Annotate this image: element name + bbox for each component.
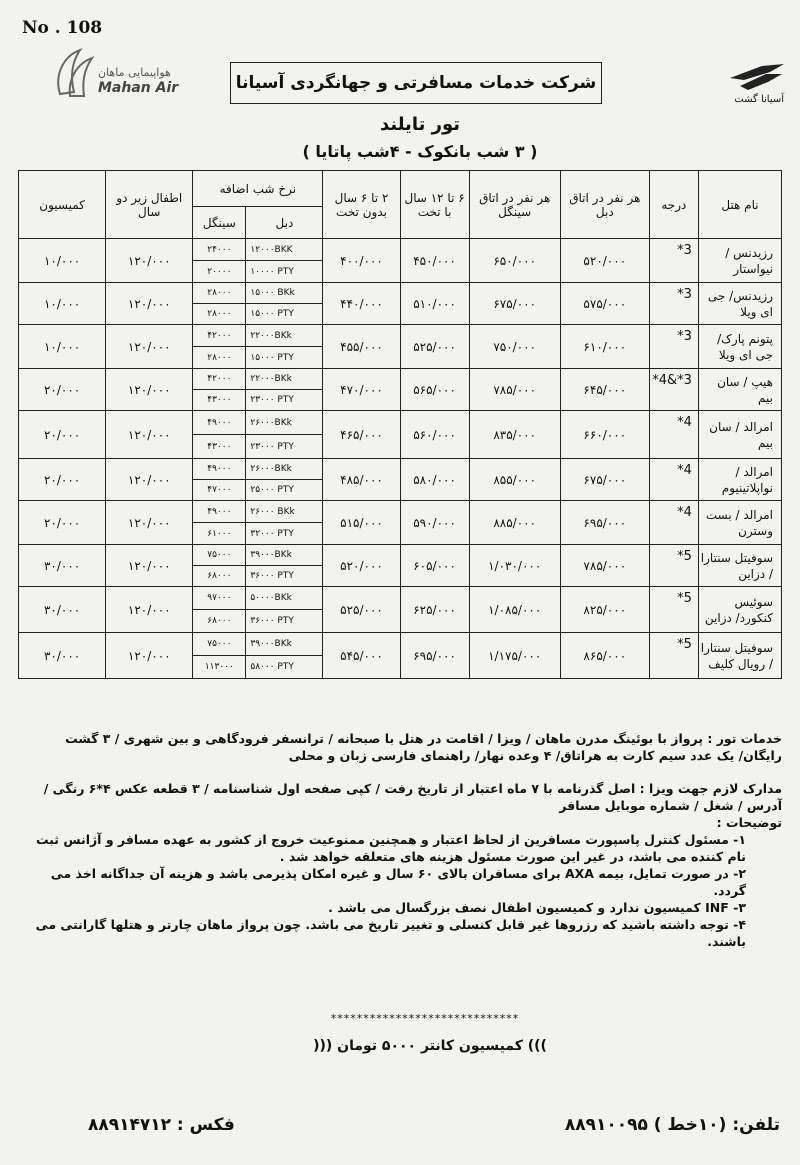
hotel-name: امرالد / بست وسترن [698,501,781,545]
asiana-logo-caption: آسیانا گشت [734,94,784,105]
price-double: ۵۲۰/۰۰۰ [560,239,649,283]
header-age-2-6: ۲ تا ۶ سال بدون تخت [323,171,400,239]
header-extra-double: دبل [246,207,323,239]
header-hotel-name: نام هتل [698,171,781,239]
table-row [19,545,782,566]
mahan-air-logo [50,44,190,104]
header-single: هر نفر در اتاق سینگل [469,171,560,239]
price-child-2-6: ۵۱۵/۰۰۰ [323,501,400,545]
extra-night-double-bkk: ۲۲۰۰۰BKk [246,325,323,347]
price-infant: ۱۲۰/۰۰۰ [106,283,193,325]
commission: ۱۰/۰۰۰ [19,325,106,369]
price-child-6-12: ۵۸۰/۰۰۰ [400,459,469,501]
price-infant: ۱۲۰/۰۰۰ [106,633,193,679]
hotel-degree: 5* [649,545,698,587]
price-double: ۶۹۵/۰۰۰ [560,501,649,545]
header-extra-single: سینگل [193,207,246,239]
commission: ۲۰/۰۰۰ [19,411,106,459]
price-child-6-12: ۵۹۰/۰۰۰ [400,501,469,545]
commission: ۱۰/۰۰۰ [19,283,106,325]
header-extra-night: نرخ شب اضافه [193,171,323,207]
table-row [19,283,782,304]
notes-list [20,831,782,950]
price-child-2-6: ۴۴۰/۰۰۰ [323,283,400,325]
extra-night-double-bkk: ۱۵۰۰۰ BKk [246,283,323,304]
tour-services: خدمات تور : پرواز با بوئینگ مدرن ماهان / ویزا / اقامت در هتل با صبحانه / ترانسفر فرودگاهی و بین شهری / ۳ گشت رایگان/ یک عدد سیم کارت به هراتاق/ ۴ وعده نهار/ راهنمای فارسی زبان و محلی [65,731,782,763]
extra-night-single-bkk: ۴۲۰۰۰ [193,369,246,390]
extra-night-double-bkk: ۳۹۰۰۰BKk [246,545,323,566]
extra-night-double-pty: ۲۳۰۰۰ PTY [246,435,323,459]
header-degree: درجه [649,171,698,239]
price-double: ۸۶۵/۰۰۰ [560,633,649,679]
hotel-name: پتونم پارک/ جی ای ویلا [698,325,781,369]
extra-night-single-pty: ۲۰۰۰۰ [193,261,246,283]
price-child-2-6: ۵۲۵/۰۰۰ [323,587,400,633]
price-single: ۱/۱۷۵/۰۰۰ [469,633,560,679]
price-double: ۶۴۵/۰۰۰ [560,369,649,411]
price-child-6-12: ۵۶۵/۰۰۰ [400,369,469,411]
extra-night-double-pty: ۲۳۰۰۰ PTY [246,390,323,411]
price-double: ۸۲۵/۰۰۰ [560,587,649,633]
price-infant: ۱۲۰/۰۰۰ [106,239,193,283]
table-row [19,239,782,261]
extra-night-single-bkk: ۴۲۰۰۰ [193,325,246,347]
price-single: ۱/۰۳۰/۰۰۰ [469,545,560,587]
table-row [19,459,782,480]
price-infant: ۱۲۰/۰۰۰ [106,587,193,633]
note-item: ۴- توجه داشته باشید که رزروها غیر قابل کنسلی و تغییر تاریخ می باشد. چون پرواز ماهان چارتر و هتلها گارانتی می باشند. [35,917,746,949]
extra-night-single-pty: ۴۳۰۰۰ [193,390,246,411]
commission: ۳۰/۰۰۰ [19,545,106,587]
extra-night-double-bkk: ۲۶۰۰۰BKk [246,411,323,435]
hotel-degree: 3* [649,283,698,325]
extra-night-single-pty: ۴۷۰۰۰ [193,480,246,501]
table-row [19,411,782,435]
extra-night-single-bkk: ۹۷۰۰۰ [193,587,246,610]
extra-night-single-pty: ۴۳۰۰۰ [193,435,246,459]
hotel-degree: 3*&4* [649,369,698,411]
price-child-2-6: ۵۲۰/۰۰۰ [323,545,400,587]
hotel-name: سوئیس کنکورد/ دزاین [698,587,781,633]
note-item: ۱- مسئول کنترل پاسپورت مسافرین از لحاظ اعتبار و همچنین ممنوعیت خروج از کشور به عهده مسافر و آژانس ثبت نام کننده می باشد، در غیر این صورت مسئول هزینه های متعلقه خواهد شد . [35,832,746,864]
asiana-logo [722,60,792,110]
mahan-logo-fa: هواپیمایی ماهان [98,66,171,79]
hotel-name: سوفیتل سنتارا / دزاین [698,545,781,587]
note-item: ۳- INF کمیسیون ندارد و کمیسیون اطفال نصف بزرگسال می باشد . [328,900,746,915]
extra-night-double-bkk: ۲۶۰۰۰BKk [246,459,323,480]
extra-night-double-pty: ۱۰۰۰۰ PTY [246,261,323,283]
hotel-degree: 5* [649,587,698,633]
price-child-2-6: ۴۵۵/۰۰۰ [323,325,400,369]
price-single: ۶۵۰/۰۰۰ [469,239,560,283]
header-age-6-12: ۶ تا ۱۲ سال با تخت [400,171,469,239]
extra-night-single-bkk: ۷۵۰۰۰ [193,545,246,566]
table-row [19,633,782,656]
price-child-6-12: ۶۰۵/۰۰۰ [400,545,469,587]
extra-night-single-bkk: ۷۵۰۰۰ [193,633,246,656]
price-single: ۶۷۵/۰۰۰ [469,283,560,325]
commission: ۲۰/۰۰۰ [19,501,106,545]
price-single: ۸۳۵/۰۰۰ [469,411,560,459]
price-child-2-6: ۴۶۵/۰۰۰ [323,411,400,459]
table-row [19,587,782,610]
price-infant: ۱۲۰/۰۰۰ [106,411,193,459]
price-single: ۸۵۵/۰۰۰ [469,459,560,501]
commission: ۳۰/۰۰۰ [19,587,106,633]
extra-night-double-pty: ۳۶۰۰۰ PTY [246,566,323,587]
extra-night-single-pty: ۶۸۰۰۰ [193,610,246,633]
price-child-6-12: ۶۹۵/۰۰۰ [400,633,469,679]
tour-subtitle: ( ۳ شب بانکوک - ۴شب پاتایا ) [302,142,538,161]
price-single: ۷۸۵/۰۰۰ [469,369,560,411]
price-double: ۶۱۰/۰۰۰ [560,325,649,369]
price-child-6-12: ۵۶۰/۰۰۰ [400,411,469,459]
extra-night-double-bkk: ۲۶۰۰۰ BKk [246,501,323,523]
price-table [18,170,782,679]
extra-night-single-bkk: ۲۸۰۰۰ [193,283,246,304]
extra-night-single-bkk: ۴۹۰۰۰ [193,501,246,523]
counter-commission: ))) کمیسیون کانتر ۵۰۰۰ تومان ((( [313,1038,547,1054]
header-double: هر نفر در اتاق دبل [560,171,649,239]
price-double: ۶۷۵/۰۰۰ [560,459,649,501]
stars-divider: ***************************** [330,1012,520,1025]
price-infant: ۱۲۰/۰۰۰ [106,501,193,545]
header-infant: اطفال زیر دو سال [106,171,193,239]
hotel-degree: 4* [649,459,698,501]
extra-night-double-pty: ۳۶۰۰۰ PTY [246,610,323,633]
extra-night-single-bkk: ۴۹۰۰۰ [193,411,246,435]
extra-night-double-pty: ۳۲۰۰۰ PTY [246,523,323,545]
fax-number: فکس : ۸۸۹۱۴۷۱۲ [88,1115,235,1135]
extra-night-double-pty: ۵۸۰۰۰ PTY [246,656,323,679]
hotel-name: سوفیتل سنتارا / رویال کلیف [698,633,781,679]
extra-night-double-bkk: ۱۲۰۰۰BKK [246,239,323,261]
extra-night-single-pty: ۶۸۰۰۰ [193,566,246,587]
mahan-air-emblem-icon [50,44,98,100]
hotel-degree: 5* [649,633,698,679]
price-infant: ۱۲۰/۰۰۰ [106,325,193,369]
table-row [19,325,782,347]
hotel-name: رزیدنس / نیواستار [698,239,781,283]
header-commission: کمیسیون [19,171,106,239]
extra-night-double-bkk: ۳۹۰۰۰BKk [246,633,323,656]
mahan-logo-en: Mahan Air [98,80,179,96]
extra-night-single-pty: ۶۱۰۰۰ [193,523,246,545]
extra-night-double-bkk: ۵۰۰۰۰BKk [246,587,323,610]
commission: ۲۰/۰۰۰ [19,459,106,501]
price-child-6-12: ۵۱۰/۰۰۰ [400,283,469,325]
price-double: ۶۶۰/۰۰۰ [560,411,649,459]
price-double: ۷۸۵/۰۰۰ [560,545,649,587]
hotel-name: هیپ / سان بیم [698,369,781,411]
hotel-degree: 3* [649,239,698,283]
tour-title: تور تایلند [379,114,461,135]
commission: ۲۰/۰۰۰ [19,369,106,411]
commission: ۱۰/۰۰۰ [19,239,106,283]
extra-night-double-pty: ۱۵۰۰۰ PTY [246,347,323,369]
price-infant: ۱۲۰/۰۰۰ [106,459,193,501]
extra-night-single-pty: ۱۱۳۰۰۰ [193,656,246,679]
hotel-degree: 4* [649,501,698,545]
document-number: No . 108 [22,18,103,38]
commission: ۳۰/۰۰۰ [19,633,106,679]
extra-night-single-bkk: ۲۴۰۰۰ [193,239,246,261]
table-row [19,369,782,390]
price-child-6-12: ۵۲۵/۰۰۰ [400,325,469,369]
price-child-2-6: ۴۷۰/۰۰۰ [323,369,400,411]
price-single: ۷۵۰/۰۰۰ [469,325,560,369]
hotel-name: رزیدنس/ جی ای ویلا [698,283,781,325]
price-child-6-12: ۴۵۰/۰۰۰ [400,239,469,283]
price-child-6-12: ۶۲۵/۰۰۰ [400,587,469,633]
extra-night-double-bkk: ۲۲۰۰۰BKk [246,369,323,390]
extra-night-double-pty: ۱۵۰۰۰ PTY [246,304,323,325]
price-child-2-6: ۴۸۵/۰۰۰ [323,459,400,501]
extra-night-single-pty: ۲۸۰۰۰ [193,347,246,369]
price-single: ۸۸۵/۰۰۰ [469,501,560,545]
price-child-2-6: ۴۰۰/۰۰۰ [323,239,400,283]
company-title: شرکت خدمات مسافرتی و جهانگردی آسیانا [230,62,602,104]
price-single: ۱/۰۸۵/۰۰۰ [469,587,560,633]
price-double: ۵۷۵/۰۰۰ [560,283,649,325]
price-infant: ۱۲۰/۰۰۰ [106,545,193,587]
price-child-2-6: ۵۴۵/۰۰۰ [323,633,400,679]
table-row [19,501,782,523]
note-item: ۲- در صورت تمایل، بیمه AXA برای مسافران بالای ۶۰ سال و غیره امکان پذیرمی باشد و هزینه آن جداگانه اخذ می گردد. [50,866,746,898]
hotel-name: امرالد / سان بیم [698,411,781,459]
airplane-wing-icon [722,60,792,96]
extra-night-double-pty: ۲۵۰۰۰ PTY [246,480,323,501]
extra-night-single-bkk: ۴۹۰۰۰ [193,459,246,480]
hotel-degree: 3* [649,325,698,369]
phone-number: تلفن: (۱۰خط ) ۸۸۹۱۰۰۹۵ [564,1115,780,1135]
hotel-degree: 4* [649,411,698,459]
visa-documents: مدارک لازم جهت ویزا : اصل گذرنامه با ۷ ماه اعتبار از تاریخ رفت / کپی صفحه اول شناسنامه / ۳ قطعه عکس ۴*۶ رنگی / آدرس / شغل / شماره موبایل مسافر [43,781,782,813]
price-infant: ۱۲۰/۰۰۰ [106,369,193,411]
extra-night-single-pty: ۲۸۰۰۰ [193,304,246,325]
hotel-name: امرالد / نواپلاتینیوم [698,459,781,501]
notes-title: توضیحات : [716,815,782,830]
notes-section [20,730,782,950]
